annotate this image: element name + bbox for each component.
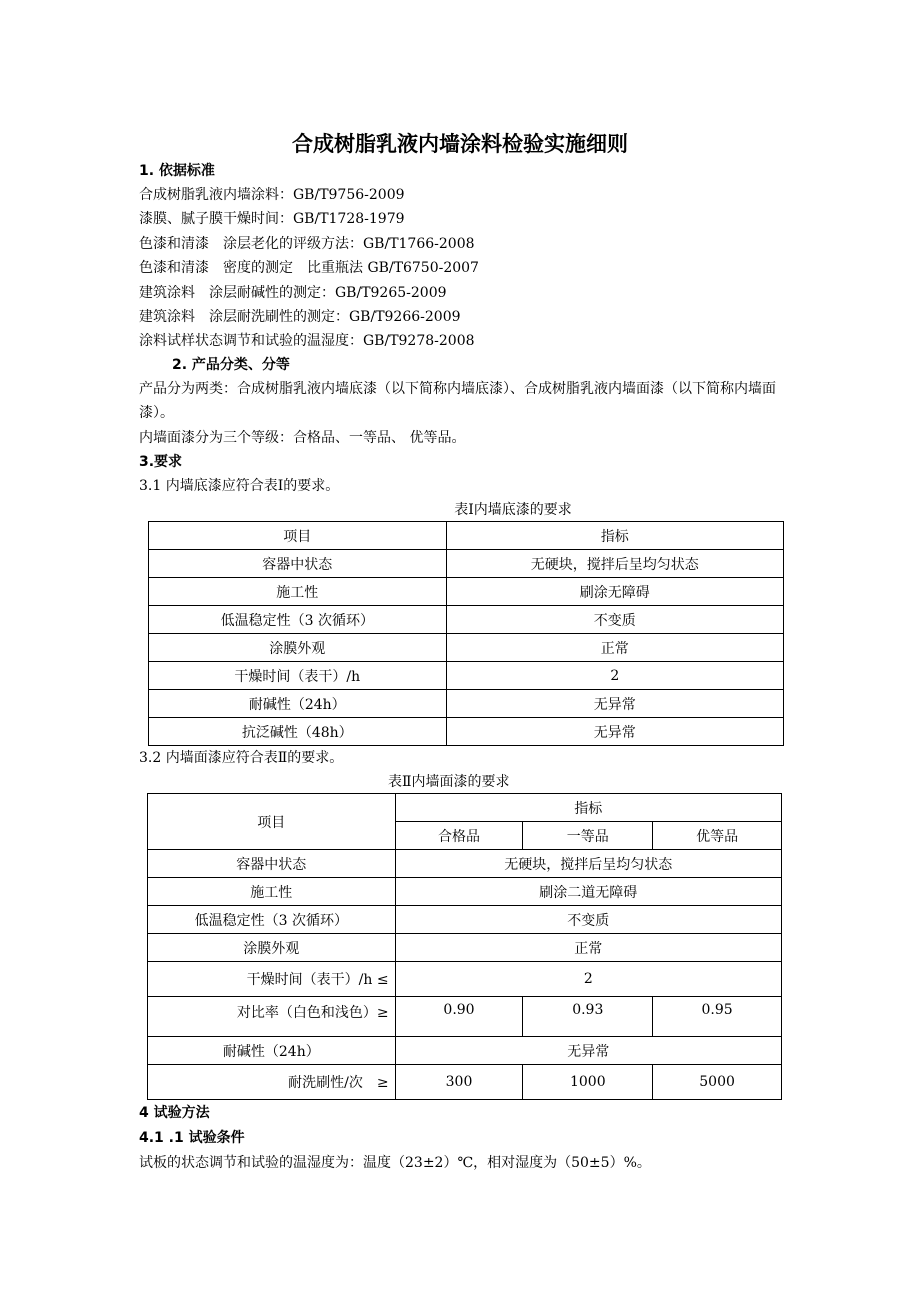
table-cell: 涂膜外观 xyxy=(148,934,396,962)
table-row xyxy=(149,662,784,690)
table-row xyxy=(148,1037,782,1065)
table-cell: 1000 xyxy=(523,1065,653,1100)
table-1 xyxy=(148,521,784,746)
table-row xyxy=(148,878,782,906)
table-row xyxy=(149,634,784,662)
table-row xyxy=(148,850,782,878)
table-header-cell: 优等品 xyxy=(653,822,782,850)
table-header-row xyxy=(148,794,782,822)
table-cell: 低温稳定性（3 次循环） xyxy=(148,906,396,934)
table-cell: 300 xyxy=(395,1065,523,1100)
table-cell: 施工性 xyxy=(148,878,396,906)
table-cell: 干燥时间（表干）/h ≤ xyxy=(148,962,396,997)
section-3-heading: 3.要求 xyxy=(139,454,183,470)
table-row xyxy=(149,550,784,578)
table-cell: 0.93 xyxy=(523,997,653,1037)
table-cell: 容器中状态 xyxy=(148,850,396,878)
table-row xyxy=(149,718,784,746)
table-header-row xyxy=(149,522,784,550)
table-row xyxy=(148,934,782,962)
table-1-caption: 表Ⅰ内墙底漆的要求 xyxy=(454,502,572,518)
table-cell: 正常 xyxy=(446,634,783,662)
table-cell: 刷涂二道无障碍 xyxy=(395,878,781,906)
standard-line: 建筑涂料 涂层耐碱性的测定：GB/T9265-2009 xyxy=(139,285,447,301)
standard-line: 涂料试样状态调节和试验的温湿度：GB/T9278-2008 xyxy=(139,333,475,349)
table-cell: 低温稳定性（3 次循环） xyxy=(149,606,447,634)
table-cell: 涂膜外观 xyxy=(149,634,447,662)
table-cell: 0.90 xyxy=(395,997,523,1037)
section-2-heading: 2. 产品分类、分等 xyxy=(172,357,290,373)
table-cell: 施工性 xyxy=(149,578,447,606)
table-cell: 耐碱性（24h） xyxy=(148,1037,396,1065)
table-cell: 刷涂无障碍 xyxy=(446,578,783,606)
table-row xyxy=(148,997,782,1037)
table-row xyxy=(148,906,782,934)
table-cell: 0.95 xyxy=(653,997,782,1037)
table-header-cell: 指标 xyxy=(395,794,781,822)
section-2-grades: 内墙面漆分为三个等级：合格品、一等品、 优等品。 xyxy=(139,430,466,446)
table-2-caption: 表Ⅱ内墙面漆的要求 xyxy=(388,774,510,790)
standard-line: 建筑涂料 涂层耐洗刷性的测定：GB/T9266-2009 xyxy=(139,309,461,325)
section-4-heading: 4 试验方法 xyxy=(139,1105,210,1121)
table-cell: 无异常 xyxy=(446,718,783,746)
table-cell: 容器中状态 xyxy=(149,550,447,578)
table-cell: 正常 xyxy=(395,934,781,962)
table-row xyxy=(148,962,782,997)
section-1-heading: 1. 依据标准 xyxy=(139,163,215,179)
table-cell: 不变质 xyxy=(446,606,783,634)
section-4-1-heading: 4.1 .1 试验条件 xyxy=(139,1130,245,1146)
table-cell: 无硬块，搅拌后呈均匀状态 xyxy=(446,550,783,578)
table-cell: 2 xyxy=(446,662,783,690)
table-cell: 无硬块，搅拌后呈均匀状态 xyxy=(395,850,781,878)
section-3-2-text: 3.2 内墙面漆应符合表Ⅱ的要求。 xyxy=(139,750,344,766)
table-cell: 无异常 xyxy=(395,1037,781,1065)
table-row xyxy=(149,690,784,718)
table-cell: 抗泛碱性（48h） xyxy=(149,718,447,746)
standard-line: 合成树脂乳液内墙涂料：GB/T9756-2009 xyxy=(139,187,405,203)
table-header-cell: 指标 xyxy=(446,522,783,550)
section-4-1-text: 试板的状态调节和试验的温湿度为：温度（23±2）℃，相对湿度为（50±5）%。 xyxy=(139,1155,651,1171)
table-row xyxy=(149,578,784,606)
table-row xyxy=(149,606,784,634)
table-cell: 耐碱性（24h） xyxy=(149,690,447,718)
section-3-1-text: 3.1 内墙底漆应符合表Ⅰ的要求。 xyxy=(139,478,340,494)
table-cell: 5000 xyxy=(653,1065,782,1100)
standard-line: 色漆和清漆 密度的测定 比重瓶法 GB/T6750-2007 xyxy=(139,260,479,276)
standard-line: 色漆和清漆 涂层老化的评级方法：GB/T1766-2008 xyxy=(139,236,475,252)
table-row xyxy=(148,1065,782,1100)
table-cell: 耐洗刷性/次 ≥ xyxy=(148,1065,396,1100)
table-cell: 无异常 xyxy=(446,690,783,718)
table-cell: 对比率（白色和浅色）≥ xyxy=(148,997,396,1037)
table-cell: 2 xyxy=(395,962,781,997)
page-title: 合成树脂乳液内墙涂料检验实施细则 xyxy=(292,132,628,156)
standard-line: 漆膜、腻子膜干燥时间：GB/T1728-1979 xyxy=(139,211,405,227)
table-header-cell: 合格品 xyxy=(395,822,523,850)
table-header-cell: 项目 xyxy=(149,522,447,550)
table-header-cell: 一等品 xyxy=(523,822,653,850)
table-2 xyxy=(147,793,782,1100)
section-2-paragraph: 产品分为两类：合成树脂乳液内墙底漆（以下简称内墙底漆）、合成树脂乳液内墙面漆（以下简称内墙面漆）。 xyxy=(139,381,776,421)
table-cell: 不变质 xyxy=(395,906,781,934)
table-cell: 干燥时间（表干）/h xyxy=(149,662,447,690)
table-header-cell: 项目 xyxy=(148,794,396,850)
